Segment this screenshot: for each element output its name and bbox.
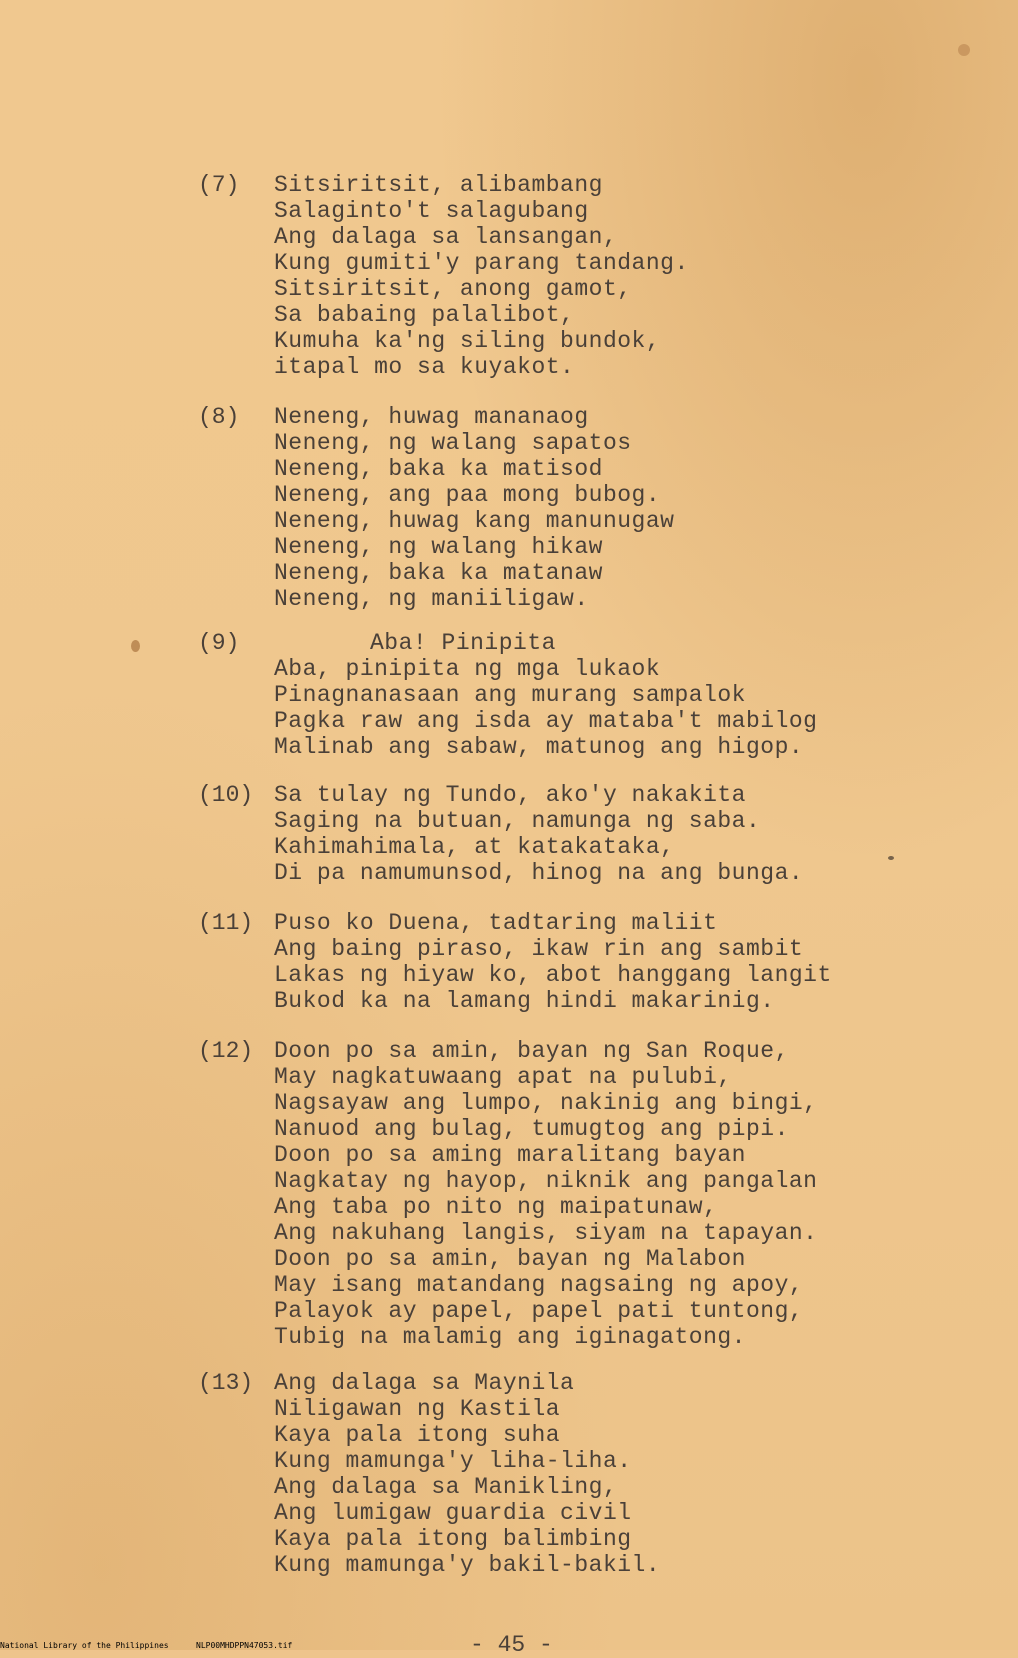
verse-number: (8) — [198, 404, 240, 430]
verse-lines — [274, 910, 832, 1014]
verse-line: Di pa namumunsod, hinog na ang bunga. — [274, 860, 804, 886]
verse-line: Nanuod ang bulag, tumugtog ang pipi. — [274, 1116, 789, 1142]
verse-line: Kung mamunga'y bakil-bakil. — [274, 1552, 661, 1578]
verse-line: Tubig na malamig ang iginagatong. — [274, 1324, 746, 1350]
verse-line: Niligawan ng Kastila — [274, 1396, 561, 1422]
verse-lines — [274, 782, 803, 886]
verse-line: Doon po sa amin, bayan ng Malabon — [274, 1246, 746, 1272]
scan-footer — [0, 1641, 1018, 1650]
paper-speck — [888, 856, 894, 860]
verse-line: Nagkatay ng hayop, niknik ang pangalan — [274, 1168, 818, 1194]
verse-line: Sitsiritsit, alibambang — [274, 172, 603, 198]
verse-line: Neneng, huwag kang manunugaw — [274, 508, 675, 534]
verse-line: Palayok ay papel, papel pati tuntong, — [274, 1298, 804, 1324]
verse-number: (12) — [198, 1038, 254, 1064]
footer-file-name: NLP00MHDPPN47053.tif — [196, 1641, 293, 1650]
verse-lines — [274, 404, 674, 612]
verse-line: Neneng, ng walang sapatos — [274, 430, 632, 456]
verse-line: Ang nakuhang langis, siyam na tapayan. — [274, 1220, 818, 1246]
verse-line: May nagkatuwaang apat na pulubi, — [274, 1064, 732, 1090]
verse-line: Neneng, ng walang hikaw — [274, 534, 603, 560]
verse-line: itapal mo sa kuyakot. — [274, 354, 575, 380]
verse-8 — [198, 404, 674, 612]
verse-number: (11) — [198, 910, 254, 936]
verse-line: Salaginto't salagubang — [274, 198, 589, 224]
verse-lines — [274, 172, 689, 380]
paper-speck — [131, 640, 140, 652]
verse-line: Nagsayaw ang lumpo, nakinig ang bingi, — [274, 1090, 818, 1116]
verse-line: Kahimahimala, at katakataka, — [274, 834, 675, 860]
verse-13 — [198, 1370, 660, 1578]
verse-line: Sitsiritsit, anong gamot, — [274, 276, 632, 302]
verse-line: Neneng, baka ka matanaw — [274, 560, 603, 586]
verse-line: Ang taba po nito ng maipatunaw, — [274, 1194, 718, 1220]
verse-number: (10) — [198, 782, 254, 808]
verse-line: Neneng, huwag mananaog — [274, 404, 589, 430]
verse-lines — [274, 1370, 660, 1578]
verse-line: Kaya pala itong suha — [274, 1422, 561, 1448]
verse-line: Ang dalaga sa Manikling, — [274, 1474, 618, 1500]
verse-number: (9) — [198, 630, 240, 656]
verse-line: Ang dalaga sa Maynila — [274, 1370, 575, 1396]
verse-lines — [274, 1038, 818, 1350]
verse-line: Ang baing piraso, ikaw rin ang sambit — [274, 936, 804, 962]
verse-line: Neneng, ang paa mong bubog. — [274, 482, 661, 508]
verse-12 — [198, 1038, 818, 1350]
verse-title: Aba! Pinipita — [370, 630, 556, 656]
verse-line: Ang dalaga sa lansangan, — [274, 224, 618, 250]
verse-7 — [198, 172, 689, 380]
verse-line: Pagka raw ang isda ay mataba't mabilog — [274, 708, 818, 734]
verse-line: Doon po sa aming maralitang bayan — [274, 1142, 746, 1168]
verse-line: Doon po sa amin, bayan ng San Roque, — [274, 1038, 789, 1064]
footer-library-name: National Library of the Philippines — [0, 1641, 169, 1650]
verse-line: Lakas ng hiyaw ko, abot hanggang langit — [274, 962, 832, 988]
verse-line: Pinagnanasaan ang murang sampalok — [274, 682, 746, 708]
verse-line: Kaya pala itong balimbing — [274, 1526, 632, 1552]
verse-lines — [274, 630, 818, 760]
verse-line: Sa babaing palalibot, — [274, 302, 575, 328]
verse-line: Bukod ka na lamang hindi makarinig. — [274, 988, 775, 1014]
verse-line: Malinab ang sabaw, matunog ang higop. — [274, 734, 804, 760]
verse-line: Sa tulay ng Tundo, ako'y nakakita — [274, 782, 746, 808]
verse-line: May isang matandang nagsaing ng apoy, — [274, 1272, 804, 1298]
verse-11 — [198, 910, 832, 1014]
verse-line: Aba, pinipita ng mga lukaok — [274, 656, 661, 682]
verse-9 — [198, 630, 818, 760]
verse-number: (13) — [198, 1370, 254, 1396]
verse-line: Puso ko Duena, tadtaring maliit — [274, 910, 718, 936]
verse-line: Neneng, ng maniiligaw. — [274, 586, 589, 612]
paper-speck — [958, 44, 970, 56]
verse-line: Kung mamunga'y liha-liha. — [274, 1448, 632, 1474]
verse-line: Kumuha ka'ng siling bundok, — [274, 328, 661, 354]
verse-line: Neneng, baka ka matisod — [274, 456, 603, 482]
verse-line: Ang lumigaw guardia civil — [274, 1500, 632, 1526]
verse-10 — [198, 782, 803, 886]
verse-number: (7) — [198, 172, 240, 198]
verse-line: Saging na butuan, namunga ng saba. — [274, 808, 761, 834]
verse-line: Kung gumiti'y parang tandang. — [274, 250, 689, 276]
page-number: - 45 - — [470, 1632, 553, 1658]
